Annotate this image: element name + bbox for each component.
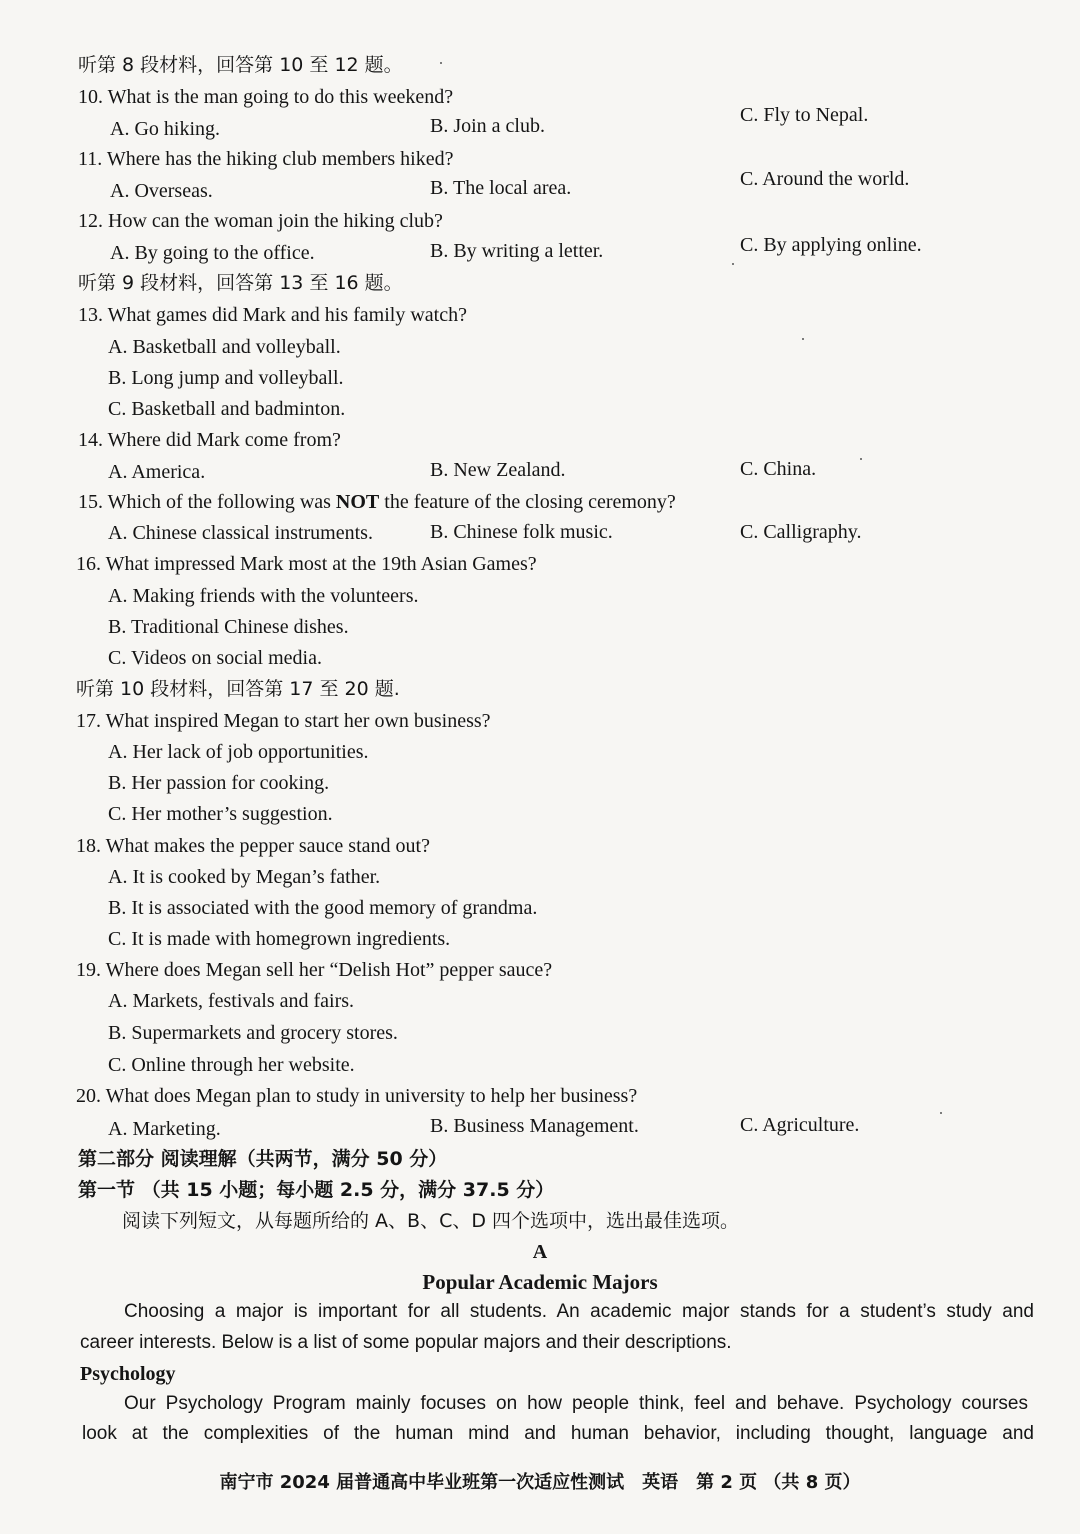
question-10-option-c: C. Fly to Nepal. [740,104,869,126]
passage-intro-line-1: Choosing a major is important for all students. An academic major stands for a student’s study and [124,1301,1034,1322]
question-11-stem: 11. Where has the hiking club members hiked? [78,148,454,170]
question-10-option-a: A. Go hiking. [110,118,220,140]
question-20-option-a: A. Marketing. [108,1118,221,1140]
part-2-heading: 第二部分 阅读理解（共两节，满分 50 分） [78,1148,448,1170]
question-18-stem: 18. What makes the pepper sauce stand out? [76,835,430,857]
question-16-option-b: B. Traditional Chinese dishes. [108,616,349,638]
passage-letter: A [532,1241,548,1263]
question-18-option-c: C. It is made with homegrown ingredients. [108,928,451,950]
question-17-option-c: C. Her mother’s suggestion. [108,803,333,825]
question-10-stem: 10. What is the man going to do this weekend? [78,86,454,108]
question-17-option-b: B. Her passion for cooking. [108,772,330,794]
question-20-stem: 20. What does Megan plan to study in university to help her business? [76,1085,638,1107]
question-13-option-b: B. Long jump and volleyball. [108,367,344,389]
question-18-option-b: B. It is associated with the good memory of grandma. [108,897,538,919]
question-11-option-a: A. Overseas. [110,180,213,202]
scan-speck [732,263,734,265]
psychology-subheading: Psychology [80,1363,176,1385]
question-19-stem: 19. Where does Megan sell her “Delish Hot” pepper sauce? [76,959,553,981]
section-9-intro: 听第 9 段材料，回答第 13 至 16 题。 [78,272,403,294]
section-1-heading: 第一节 （共 15 小题；每小题 2.5 分，满分 37.5 分） [78,1179,555,1201]
question-14-option-a: A. America. [108,461,206,483]
reading-instruction: 阅读下列短文，从每题所给的 A、B、C、D 四个选项中，选出最佳选项。 [122,1210,740,1232]
section-8-intro: 听第 8 段材料，回答第 10 至 12 题。 [78,54,403,76]
scan-speck [860,458,862,460]
scan-speck [802,338,804,340]
passage-intro-line-2: career interests. Below is a list of some popular majors and their descriptions. [80,1332,732,1353]
question-15-option-a: A. Chinese classical instruments. [108,522,373,544]
question-19-option-c: C. Online through her website. [108,1054,355,1076]
question-16-option-c: C. Videos on social media. [108,647,322,669]
scan-speck [440,62,442,64]
question-11-option-c: C. Around the world. [740,168,910,190]
question-20-option-c: C. Agriculture. [740,1114,860,1136]
question-15-not-emphasis: NOT [335,491,380,513]
psychology-paragraph-line-1: Our Psychology Program mainly focuses on how people think, feel and behave. Psychology courses [124,1393,1028,1414]
question-14-option-b: B. New Zealand. [430,459,566,481]
section-10-intro: 听第 10 段材料，回答第 17 至 20 题. [76,678,400,700]
question-14-option-c: C. China. [740,458,817,480]
question-15-option-c: C. Calligraphy. [740,521,862,543]
question-12-option-b: B. By writing a letter. [430,240,604,262]
question-12-stem: 12. How can the woman join the hiking club? [78,210,443,232]
question-15-stem-end: the feature of the closing ceremony? [379,491,676,513]
question-10-option-b: B. Join a club. [430,115,545,137]
question-20-option-b: B. Business Management. [430,1115,639,1137]
question-12-option-a: A. By going to the office. [110,242,315,264]
question-12-option-c: C. By applying online. [740,234,922,256]
question-15-option-b: B. Chinese folk music. [430,521,613,543]
question-15-stem [78,489,676,515]
question-16-option-a: A. Making friends with the volunteers. [108,585,419,607]
page-footer: 南宁市 2024 届普通高中毕业班第一次适应性测试 英语 第 2 页 （共 8 页） [219,1472,861,1493]
question-13-option-c: C. Basketball and badminton. [108,398,346,420]
passage-title: Popular Academic Majors [422,1270,658,1294]
question-19-option-b: B. Supermarkets and grocery stores. [108,1022,398,1044]
scan-speck [940,1112,942,1114]
question-16-stem: 16. What impressed Mark most at the 19th Asian Games? [76,553,537,575]
question-14-stem: 14. Where did Mark come from? [78,429,341,451]
question-18-option-a: A. It is cooked by Megan’s father. [108,866,381,888]
psychology-paragraph-line-2: look at the complexities of the human mind and human behavior, including thought, language and [82,1423,1034,1444]
question-13-option-a: A. Basketball and volleyball. [108,336,341,358]
question-15-stem-start: 15. Which of the following was [78,491,336,513]
question-17-stem: 17. What inspired Megan to start her own business? [76,710,491,732]
question-17-option-a: A. Her lack of job opportunities. [108,741,369,763]
question-13-stem: 13. What games did Mark and his family watch? [78,304,467,326]
question-11-option-b: B. The local area. [430,177,572,199]
question-19-option-a: A. Markets, festivals and fairs. [108,990,355,1012]
